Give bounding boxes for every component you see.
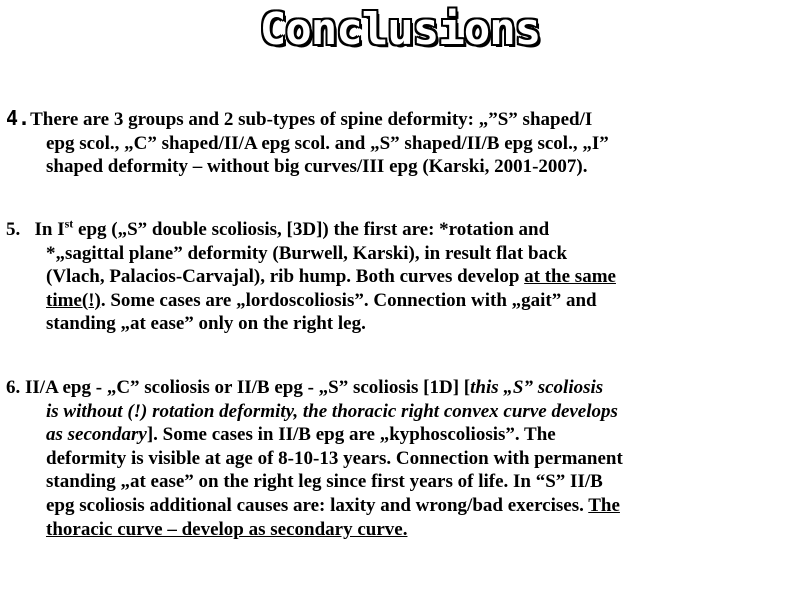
conclusion-5-line-2: *„sagittal plane” deformity (Burwell, Karski), in result flat back <box>46 242 568 264</box>
conclusion-6-line-1: 6. II/A epg - „C” scoliosis or II/B epg - „S” scoliosis [1D] [this „S” scoliosis <box>6 377 604 398</box>
conclusion-5-line-4: time(!). Some cases are „lordoscoliosis”. Connection with „gait” and <box>46 289 597 311</box>
superscript-st: st <box>64 216 74 231</box>
conclusion-6-line-3: as secondary]. Some cases in II/B epg are „kyphoscoliosis”. The <box>46 424 556 446</box>
conclusion-5-number: 5. <box>6 219 21 240</box>
conclusion-4-line-1: 4.There are 3 groups and 2 sub-types of spine deformity: „”S” shaped/I <box>6 106 593 130</box>
conclusion-6 <box>6 376 792 541</box>
conclusion-4-number: 4. <box>6 106 31 130</box>
italic-text: as secondary <box>46 424 147 446</box>
conclusion-5-line-3: (Vlach, Palacios-Carvajal), rib hump. Both curves develop at the same <box>46 266 616 288</box>
italic-text: this „S” scoliosis <box>470 377 604 398</box>
conclusion-6-line-2: is without (!) rotation deformity, the thoracic right convex curve develops <box>46 400 618 422</box>
conclusion-6-line-4: deformity is visible at age of 8-10-13 years. Connection with permanent <box>46 447 623 469</box>
underlined-text: at the same <box>524 266 616 288</box>
underlined-text: thoracic curve – develop as secondary curve. <box>46 518 408 540</box>
conclusion-5-line-1: 5. In Ist epg („S” double scoliosis, [3D]) the first are: *rotation and <box>6 216 550 240</box>
underlined-text: time(!) <box>46 289 101 311</box>
conclusion-4-line-3: shaped deformity – without big curves/III epg (Karski, 2001-2007). <box>46 156 588 178</box>
page-title: Conclusions <box>259 4 541 55</box>
conclusion-6-line-5: standing „at ease” on the right leg since first years of life. In “S” II/B <box>46 471 603 493</box>
conclusion-5 <box>6 218 792 336</box>
underlined-text: The <box>588 494 620 516</box>
conclusion-6-line-7 <box>6 518 792 542</box>
conclusion-4-line-2: epg scol., „C” shaped/II/A epg scol. and „S” shaped/II/B epg scol., „I” <box>46 132 609 154</box>
conclusion-4 <box>6 107 792 179</box>
conclusion-5-line-5: standing „at ease” only on the right leg. <box>46 313 366 335</box>
conclusion-6-line-6: epg scoliosis additional causes are: laxity and wrong/bad exercises. The <box>46 494 620 516</box>
